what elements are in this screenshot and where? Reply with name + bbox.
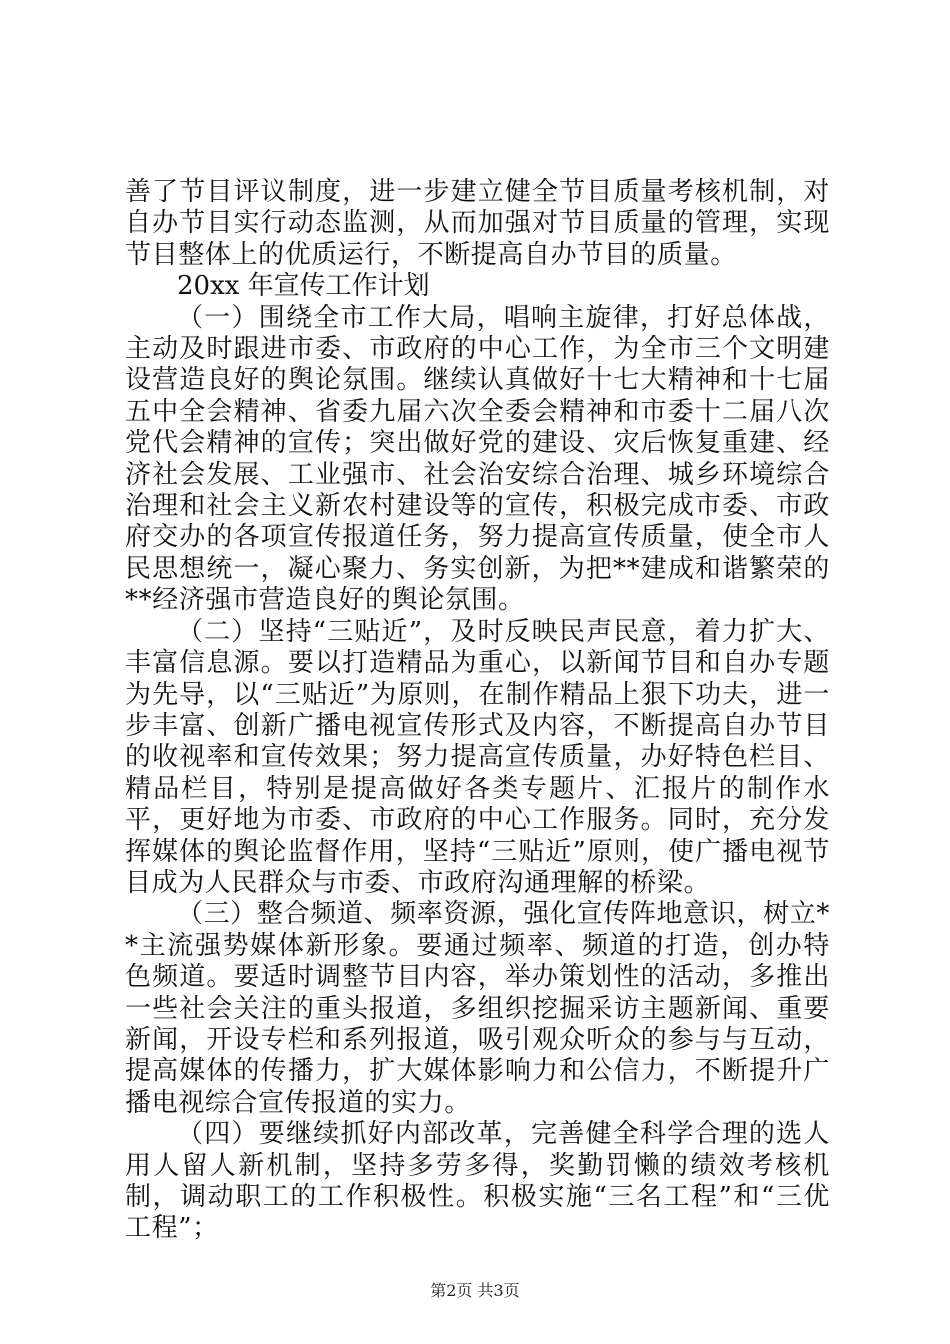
section-title: 20xx 年宣传工作计划 [177,271,430,302]
paragraph-4: （四）要继续抓好内部改革，完善健全科学合理的选人用人留人新机制，坚持多劳多得，奖勤罚懒的绩效考核机制，调动职工的工作积极性。积极实施“三名工程”和“三优工程”； [125,1119,830,1244]
paragraph-3: （三）整合频道、频率资源，强化宣传阵地意识，树立**主流强势媒体新形象。要通过频率、频道的打造，创办特色频道。要适时调整节目内容，举办策划性的活动，多推出一些社会关注的重头报道，多组织挖掘采访主题新闻、重要新闻，开设专栏和系列报道，吸引观众听众的参与与互动，提高媒体的传播力，扩大媒体影响力和公信力，不断提升广播电视综合宣传报道的实力。 [125,899,830,1118]
intro-paragraph: 善了节目评议制度，进一步建立健全节目质量考核机制，对自办节目实行动态监测，从而加强对节目质量的管理，实现节目整体上的优质运行，不断提高自办节目的质量。 [125,177,830,270]
page-footer: 第2页 共3页 [430,1281,520,1300]
paragraph-2: （二）坚持“三贴近”，及时反映民声民意，着力扩大、丰富信息源。要以打造精品为重心，以新闻节目和自办专题为先导，以“三贴近”为原则，在制作精品上狠下功夫，进一步丰富、创新广播电视宣传形式及内容，不断提高自办节目的收视率和宣传效果；努力提高宣传质量，办好特色栏目、精品栏目，特别是提高做好各类专题片、汇报片的制作水平，更好地为市委、市政府的中心工作服务。同时，充分发挥媒体的舆论监督作用，坚持“三贴近”原则，使广播电视节目成为人民群众与市委、市政府沟通理解的桥梁。 [125,616,830,898]
document-body [125,177,830,1245]
paragraph-1: （一）围绕全市工作大局，唱响主旋律，打好总体战，主动及时跟进市委、市政府的中心工作，为全市三个文明建设营造良好的舆论氛围。继续认真做好十七大精神和十七届五中全会精神、省委九届六次全委会精神和市委十二届八次党代会精神的宣传；突出做好党的建设、灾后恢复重建、经济社会发展、工业强市、社会治安综合治理、城乡环境综合治理和社会主义新农村建设等的宣传，积极完成市委、市政府交办的各项宣传报道任务，努力提高宣传质量，使全市人民思想统一，凝心聚力、务实创新，为把**建成和谐繁荣的**经济强市营造良好的舆论氛围。 [125,302,830,616]
